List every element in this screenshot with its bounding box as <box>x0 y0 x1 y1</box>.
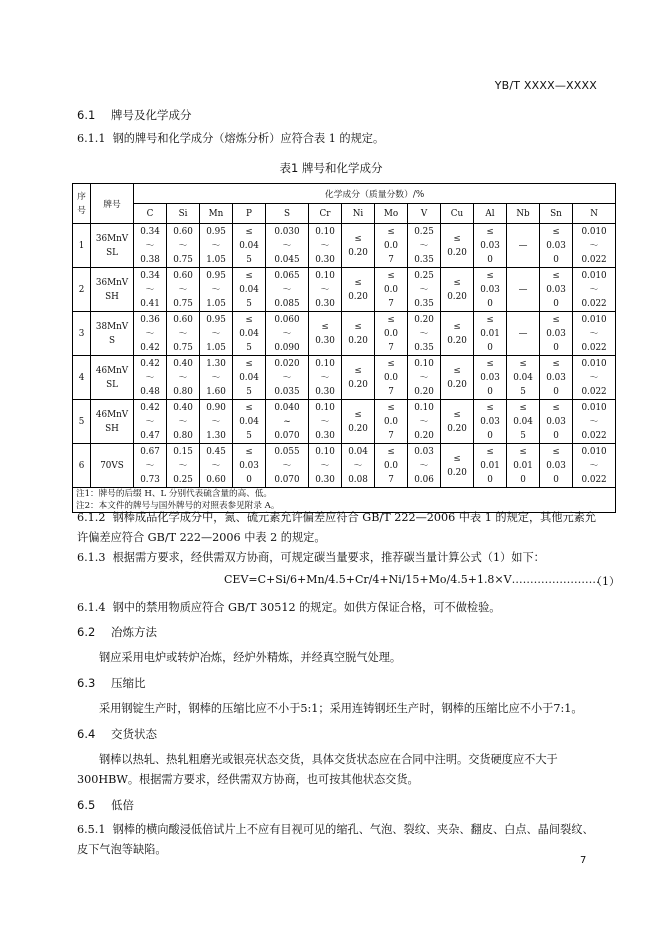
element-header-s: S <box>266 204 309 224</box>
cell-n: 0.010 ～ 0.022 <box>573 224 616 268</box>
row-seq: 6 <box>73 444 91 488</box>
cell-si: 0.40 ～ 0.80 <box>167 356 200 400</box>
cell-s: 0.040 ~ 0.070 <box>266 400 309 444</box>
cell-mo: ≤ 0.0 7 <box>375 400 408 444</box>
cell-s: 0.065 ～ 0.085 <box>266 268 309 312</box>
element-header-v: V <box>408 204 441 224</box>
clause-6-1-4 <box>77 598 597 618</box>
cell-cr: 0.10 ～ 0.30 <box>309 356 342 400</box>
cell-si: 0.60 ～ 0.75 <box>167 312 200 356</box>
clause-text: 钢棒的横向酸浸低倍试片上不应有目视可见的缩孔、气泡、裂纹、夹杂、翻皮、白点、晶间裂纹、皮下气泡等缺陷。 <box>77 823 594 856</box>
cell-mn: 0.90 ～ 1.30 <box>200 400 233 444</box>
cell-v: 0.03 ～ 0.06 <box>408 444 441 488</box>
clause-number: 6.1.4 <box>77 601 106 614</box>
cell-nb: ≤ 0.04 5 <box>507 400 540 444</box>
cell-v: 0.10 ～ 0.20 <box>408 400 441 444</box>
cell-n: 0.010 ～ 0.022 <box>573 400 616 444</box>
cell-cu: ≤ 0.20 <box>441 224 474 268</box>
section-title: 低倍 <box>111 798 134 812</box>
cell-si: 0.60 ～ 0.75 <box>167 268 200 312</box>
cell-c: 0.36 ～ 0.42 <box>134 312 167 356</box>
cell-al: ≤ 0.03 0 <box>474 356 507 400</box>
clause-6-5-1 <box>77 820 597 860</box>
cell-n: 0.010 ～ 0.022 <box>573 312 616 356</box>
element-header-nb: Nb <box>507 204 540 224</box>
element-header-ni: Ni <box>342 204 375 224</box>
cell-ni: ≤ 0.20 <box>342 312 375 356</box>
section-number: 6.1 <box>77 108 96 122</box>
cell-v: 0.25 ～ 0.35 <box>408 224 441 268</box>
row-grade: 70VS <box>91 444 134 488</box>
clause-6-1-3 <box>77 548 597 568</box>
table-note2: 注2：本文件的牌号与国外牌号的对照表参见附录 A。 <box>73 500 616 513</box>
header-composition-group: 化学成分（质量分数）/% <box>134 184 616 204</box>
element-header-n: N <box>573 204 616 224</box>
table-row <box>73 224 616 268</box>
cell-sn: ≤ 0.03 0 <box>540 312 573 356</box>
clause-number: 6.1.2 <box>77 511 106 524</box>
cell-c: 0.34 ～ 0.38 <box>134 224 167 268</box>
clause-6-1-2 <box>77 508 597 548</box>
cell-cu: ≤ 0.20 <box>441 444 474 488</box>
cell-cr: 0.10 ～ 0.30 <box>309 268 342 312</box>
cell-cu: ≤ 0.20 <box>441 356 474 400</box>
section-6-1-heading <box>77 107 192 123</box>
cell-nb: — <box>507 224 540 268</box>
cell-mn: 0.95 ～ 1.05 <box>200 224 233 268</box>
cell-mn: 0.95 ～ 1.05 <box>200 268 233 312</box>
cell-sn: ≤ 0.03 0 <box>540 224 573 268</box>
cell-sn: ≤ 0.03 0 <box>540 400 573 444</box>
element-header-p: P <box>233 204 266 224</box>
cell-al: ≤ 0.03 0 <box>474 224 507 268</box>
cell-n: 0.010 ～ 0.022 <box>573 356 616 400</box>
cell-si: 0.40 ～ 0.80 <box>167 400 200 444</box>
section-number: 6.3 <box>77 676 96 690</box>
cell-al: ≤ 0.01 0 <box>474 444 507 488</box>
header-seq <box>73 184 91 224</box>
element-header-si: Si <box>167 204 200 224</box>
table-header-row <box>73 184 616 204</box>
cell-p: ≤ 0.04 5 <box>233 356 266 400</box>
cell-s: 0.030 ～ 0.045 <box>266 224 309 268</box>
cell-s: 0.020 ～ 0.035 <box>266 356 309 400</box>
table-row <box>73 312 616 356</box>
row-seq: 3 <box>73 312 91 356</box>
cell-mo: ≤ 0.0 7 <box>375 312 408 356</box>
cell-ni: ≤ 0.20 <box>342 400 375 444</box>
cell-ni: ≤ 0.20 <box>342 224 375 268</box>
section-6-3-heading <box>77 675 146 691</box>
element-header-mo: Mo <box>375 204 408 224</box>
section-6-4-text: 钢棒以热轧、热轧粗磨光或银亮状态交货，具体交货状态应在合同中注明。交货硬度应不大于300HBW。根据需方要求，经供需双方协商，也可按其他状态交货。 <box>77 753 558 786</box>
cell-sn: ≤ 0.03 0 <box>540 356 573 400</box>
table-row <box>73 444 616 488</box>
cell-si: 0.15 ～ 0.25 <box>167 444 200 488</box>
section-6-3-text: 采用钢锭生产时，钢棒的压缩比应不小于5:1；采用连铸钢坯生产时，钢棒的压缩比应不小于7:1。 <box>99 702 583 715</box>
section-6-2-heading <box>77 624 157 640</box>
clause-text: 根据需方要求，经供需双方协商，可规定碳当量要求，推荐碳当量计算公式（1）如下： <box>112 551 545 564</box>
clause-text: 钢中的禁用物质应符合 GB/T 30512 的规定。如供方保证合格，可不做检验。 <box>112 601 501 614</box>
clause-number: 6.5.1 <box>77 823 106 836</box>
cell-mo: ≤ 0.0 7 <box>375 356 408 400</box>
cell-v: 0.20 ～ 0.35 <box>408 312 441 356</box>
cell-n: 0.010 ～ 0.022 <box>573 268 616 312</box>
section-title: 冶炼方法 <box>111 625 157 639</box>
cell-cr: 0.10 ～ 0.30 <box>309 224 342 268</box>
section-number: 6.2 <box>77 625 96 639</box>
row-grade: 36MnVSL <box>91 224 134 268</box>
cell-ni: 0.04 ～ 0.08 <box>342 444 375 488</box>
element-header-row <box>73 204 616 224</box>
cell-ni: ≤ 0.20 <box>342 268 375 312</box>
row-grade: 36MnVSH <box>91 268 134 312</box>
cell-al: ≤ 0.01 0 <box>474 312 507 356</box>
cell-v: 0.25 ～ 0.35 <box>408 268 441 312</box>
header-seq-text: 序 号 <box>77 191 86 216</box>
cell-si: 0.60 ～ 0.75 <box>167 224 200 268</box>
table-row <box>73 400 616 444</box>
cell-mo: ≤ 0.0 7 <box>375 444 408 488</box>
header-grade: 牌号 <box>91 184 134 224</box>
clause-text: 钢的牌号和化学成分（熔炼分析）应符合表 1 的规定。 <box>112 132 385 145</box>
section-title: 压缩比 <box>111 676 146 690</box>
element-header-cu: Cu <box>441 204 474 224</box>
cell-c: 0.34 ～ 0.41 <box>134 268 167 312</box>
row-grade: 46MnVSH <box>91 400 134 444</box>
cell-sn: ≤ 0.03 0 <box>540 444 573 488</box>
cell-mn: 0.45 ～ 0.60 <box>200 444 233 488</box>
table-caption: 表1 牌号和化学成分 <box>279 161 383 175</box>
element-header-al: Al <box>474 204 507 224</box>
row-grade: 38MnVS <box>91 312 134 356</box>
cell-mn: 0.95 ～ 1.05 <box>200 312 233 356</box>
cell-cu: ≤ 0.20 <box>441 268 474 312</box>
cell-cr: 0.10 ～ 0.30 <box>309 444 342 488</box>
cell-p: ≤ 0.04 5 <box>233 268 266 312</box>
section-number: 6.5 <box>77 798 96 812</box>
cev-formula: CEV=C+Si/6+Mn/4.5+Cr/4+Ni/15+Mo/4.5+1.8×V…………………… <box>224 573 600 586</box>
cell-al: ≤ 0.03 0 <box>474 268 507 312</box>
cell-cr: ≤ 0.30 <box>309 312 342 356</box>
element-header-c: C <box>134 204 167 224</box>
element-header-sn: Sn <box>540 204 573 224</box>
table-note-row <box>73 488 616 501</box>
cell-nb: ≤ 0.01 0 <box>507 444 540 488</box>
section-title: 牌号及化学成分 <box>111 108 192 122</box>
cell-p: ≤ 0.04 5 <box>233 400 266 444</box>
cell-mn: 1.30 ～ 1.60 <box>200 356 233 400</box>
cell-nb: — <box>507 268 540 312</box>
cell-p: ≤ 0.03 0 <box>233 444 266 488</box>
section-number: 6.4 <box>77 727 96 741</box>
cell-s: 0.055 ～ 0.070 <box>266 444 309 488</box>
cell-sn: ≤ 0.03 0 <box>540 268 573 312</box>
standard-id: YB/T XXXX—XXXX <box>494 79 597 92</box>
cell-al: ≤ 0.03 0 <box>474 400 507 444</box>
row-grade: 46MnVSL <box>91 356 134 400</box>
table-row <box>73 268 616 312</box>
cell-s: 0.060 ～ 0.090 <box>266 312 309 356</box>
cell-cu: ≤ 0.20 <box>441 312 474 356</box>
cell-ni: ≤ 0.20 <box>342 356 375 400</box>
cell-mo: ≤ 0.0 7 <box>375 268 408 312</box>
element-header-mn: Mn <box>200 204 233 224</box>
cell-n: 0.010 ～ 0.022 <box>573 444 616 488</box>
cell-p: ≤ 0.04 5 <box>233 312 266 356</box>
cell-mo: ≤ 0.0 7 <box>375 224 408 268</box>
page-number: 7 <box>580 855 587 866</box>
row-seq: 5 <box>73 400 91 444</box>
section-6-4-heading <box>77 726 157 742</box>
clause-number: 6.1.3 <box>77 551 106 564</box>
clause-number: 6.1.1 <box>77 132 106 145</box>
row-seq: 2 <box>73 268 91 312</box>
section-6-2-text: 钢应采用电炉或转炉冶炼，经炉外精炼，并经真空脱气处理。 <box>99 651 402 664</box>
section-title: 交货状态 <box>111 727 157 741</box>
cell-nb: ≤ 0.04 5 <box>507 356 540 400</box>
row-seq: 1 <box>73 224 91 268</box>
cell-cr: 0.10 ～ 0.30 <box>309 400 342 444</box>
clause-6-1-1 <box>77 129 597 149</box>
section-6-5-heading <box>77 797 134 813</box>
formula-label: （1） <box>591 575 620 588</box>
table-row <box>73 356 616 400</box>
cell-c: 0.42 ～ 0.47 <box>134 400 167 444</box>
clause-text: 钢棒成品化学成分中，氮、硫元素允许偏差应符合 GB/T 222—2006 中表 1 的规定，其他元素允许偏差应符合 GB/T 222—2006 中表 2 的规定。 <box>77 511 597 544</box>
cell-c: 0.42 ～ 0.48 <box>134 356 167 400</box>
element-header-cr: Cr <box>309 204 342 224</box>
cell-cu: ≤ 0.20 <box>441 400 474 444</box>
table-note1: 注1：牌号的后缀 H、L 分别代表硫含量的高、低。 <box>73 488 616 501</box>
cell-nb: — <box>507 312 540 356</box>
cell-p: ≤ 0.04 5 <box>233 224 266 268</box>
row-seq: 4 <box>73 356 91 400</box>
cell-v: 0.10 ～ 0.20 <box>408 356 441 400</box>
cell-c: 0.67 ～ 0.73 <box>134 444 167 488</box>
chemical-composition-table <box>72 183 616 513</box>
